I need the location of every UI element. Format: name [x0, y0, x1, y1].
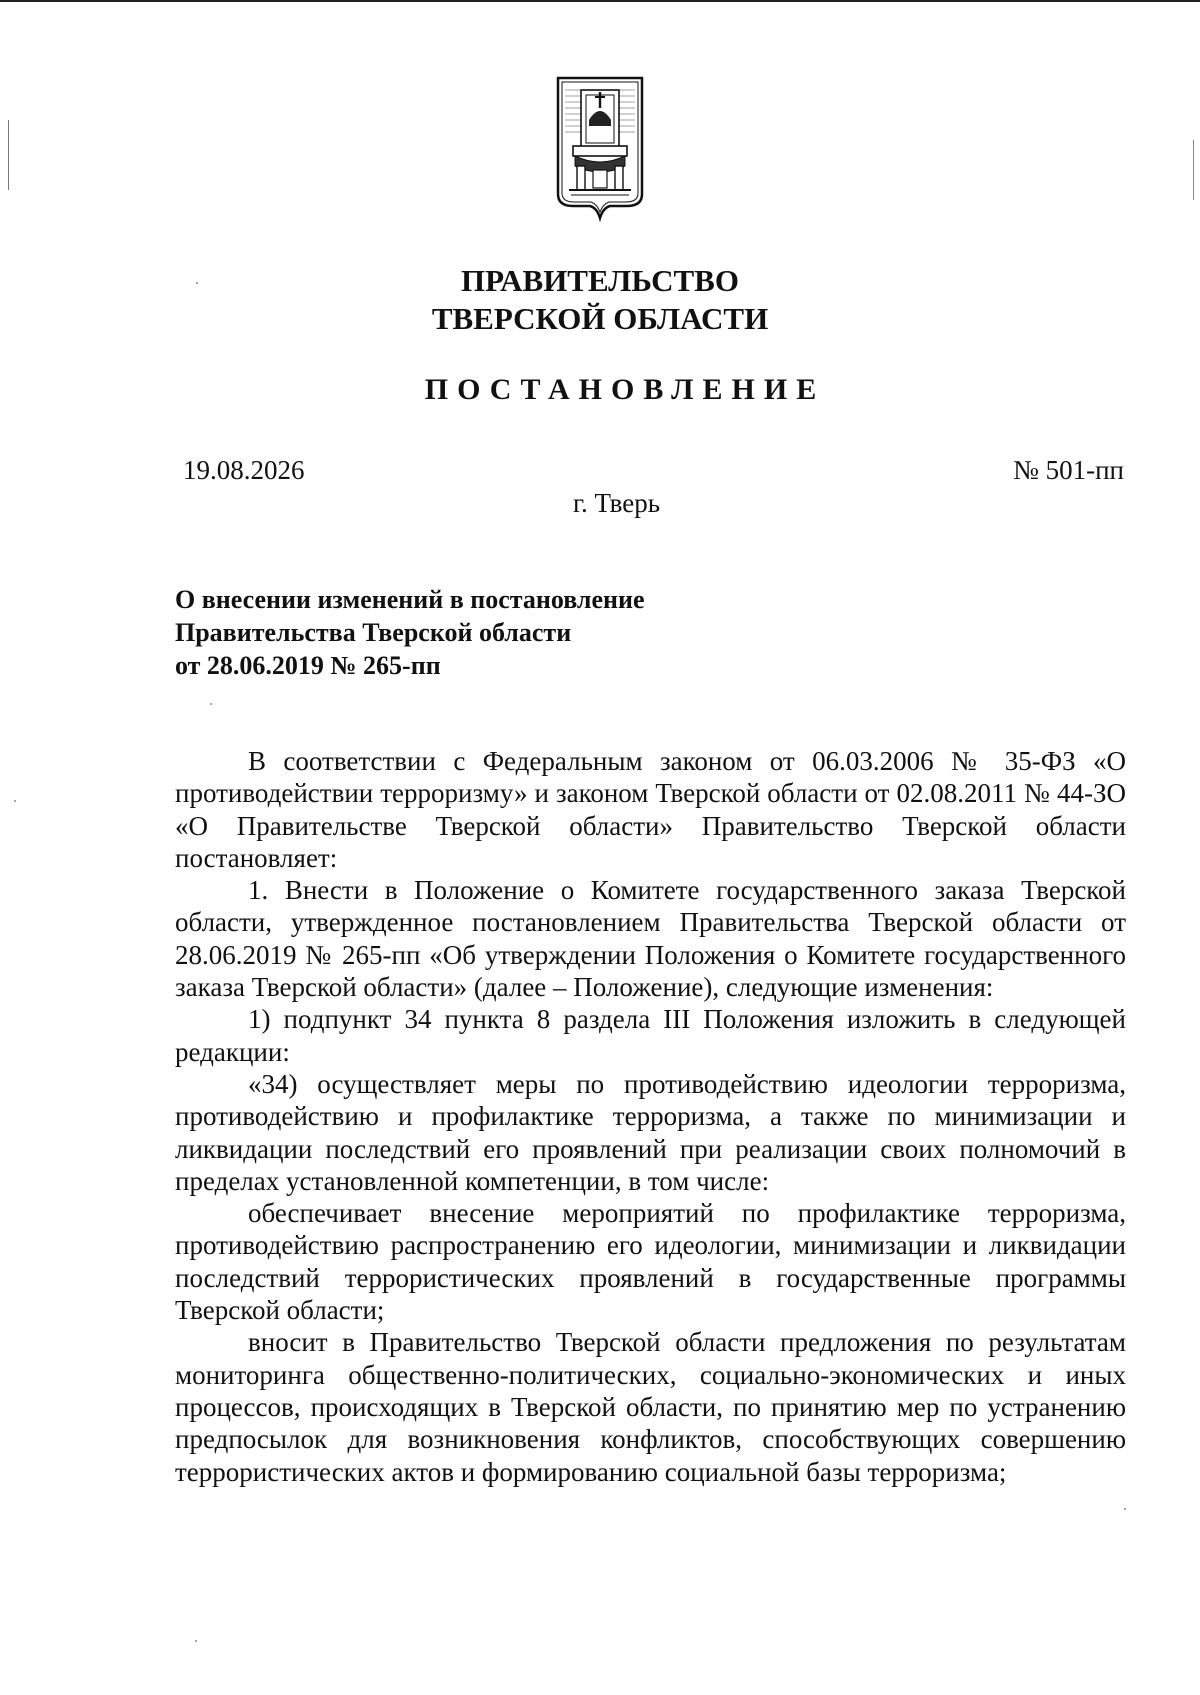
body-paragraph: «34) осуществляет меры по противодействию идеологии терроризма, противодействию и профилактике терроризма, а также по минимизации и ликвидации последствий его проявлений при реализации своих полномочий в пределах установленной компетенции, в том числе:: [175, 1068, 1126, 1196]
scan-speck: [1124, 1508, 1126, 1510]
scan-speck: [14, 800, 16, 802]
document-body: [175, 745, 1126, 1488]
document-subject: [175, 583, 645, 682]
authority-line: ПРАВИТЕЛЬСТВО: [461, 263, 739, 298]
scan-edge-mark: [1193, 140, 1194, 200]
authority-line: ТВЕРСКОЙ ОБЛАСТИ: [431, 301, 769, 336]
scan-speck: [210, 703, 212, 705]
subject-line: Правительства Тверской области: [175, 618, 572, 647]
document-type-heading: ПОСТАНОВЛЕНИЕ: [424, 373, 826, 406]
body-paragraph: 1. Внести в Положение о Комитете государственного заказа Тверской области, утвержденное постановлением Правительства Тверской области от 28.06.2019 № 265-пп «Об утверждении Положения о Комитете государственного заказа Тверской области» (далее – Положение), следующие изменения:: [175, 875, 1126, 1003]
issuing-authority: [0, 262, 1200, 338]
document-number: № 501-пп: [1013, 455, 1124, 485]
subject-line: от 28.06.2019 № 265-пп: [175, 651, 441, 680]
body-paragraph: вносит в Правительство Тверской области предложения по результатам мониторинга общественно-политических, социально-экономических и иных процессов, происходящих в Тверской области, по принятию мер по устранению предпосылок для возникновения конфликтов, способствующих совершению террористических актов и формированию социальной базы терроризма;: [175, 1327, 1126, 1487]
scan-speck: [196, 282, 198, 284]
body-paragraph: 1) подпункт 34 пункта 8 раздела III Положения изложить в следующей редакции:: [175, 1004, 1126, 1067]
body-paragraph: обеспечивает внесение мероприятий по профилактике терроризма, противодействию распространению его идеологии, минимизации и ликвидации последствий террористических проявлений в государственные программы Тверской области;: [175, 1198, 1126, 1326]
scan-edge-mark: [8, 120, 9, 190]
scan-speck: [195, 1640, 197, 1642]
document-date: 19.08.2026: [183, 455, 305, 485]
document-city: г. Тверь: [573, 488, 661, 518]
scan-top-border: [0, 0, 1200, 2]
coat-of-arms-emblem: [555, 76, 645, 226]
body-paragraph: В соответствии с Федеральным законом от 06.03.2006 № 35-ФЗ «О противодействии терроризму» и законом Тверской области от 02.08.2011 № 44-ЗО «О Правительстве Тверской области» Правительство Тверской области постановляет:: [175, 746, 1126, 873]
subject-line: О внесении изменений в постановление: [175, 585, 645, 614]
